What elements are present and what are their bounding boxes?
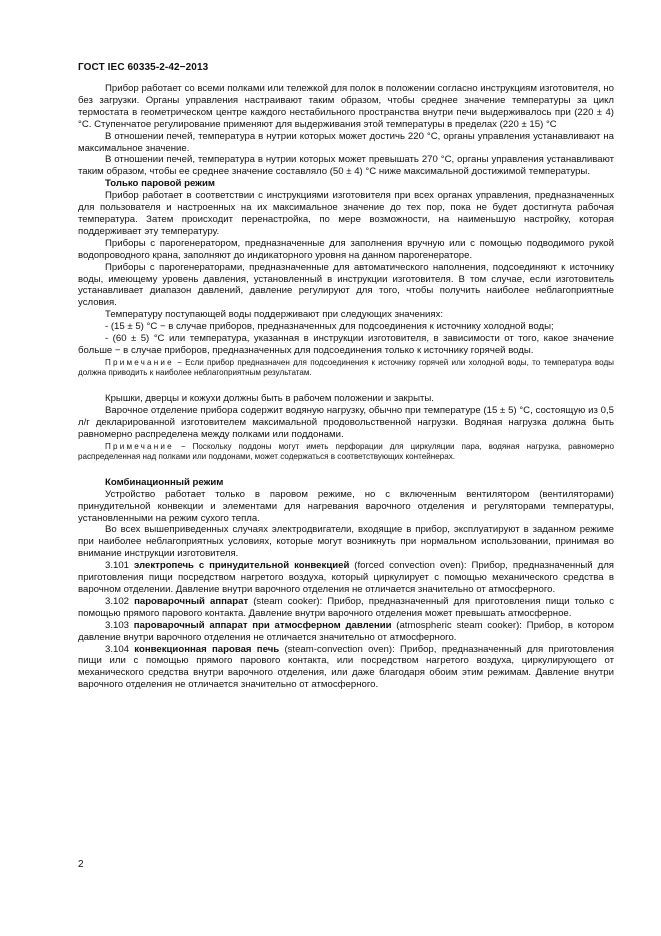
paragraph: Приборы с парогенераторами, предназначенные для автоматического наполнения, подсоединяют к источнику воды, имеющему уровень давления, установленный в инструкции изготовителя. В том случае, если изготовитель устанавливает диапазон давлений, давление регулируют для того, чтобы получить наиболее неблагоприятные условия. [78, 261, 614, 309]
definition-number: 3.101 [105, 560, 130, 572]
list-item: - (15 ± 5) °C − в случае приборов, предназначенных для подсоединения к источнику холодной воды; [105, 321, 554, 333]
page-number: 2 [78, 859, 84, 870]
definition-term: электропечь с принудительной конвекцией [133, 560, 350, 572]
definition-text: (forced convection oven): Прибор, предназначенный для приготовления пищи посредством нагретого воздуха, который циркулирует с помощью механического средства в варочном отделении. Давление внутри варочного отделения не отличается значительно от атмосферного. [78, 560, 614, 595]
note [78, 442, 614, 463]
definition-number: 3.102 [105, 595, 130, 607]
definition-term: конвекционная паровая печь [134, 643, 280, 655]
definition-text: (atmospheric steam cooker): Прибор, в котором давление внутри варочного отделения не отличается значительно от атмосферного. [78, 619, 614, 643]
definition-number: 3.104 [105, 643, 130, 655]
document-body [78, 83, 614, 691]
section-heading-combination-mode: Комбинационный режим [105, 476, 224, 488]
definition-term: пароварочный аппарат [134, 595, 249, 607]
note-text: − Если прибор предназначен для подсоединения к источнику горячей или холодной воды, то температура воды должна приводить к наиболее неблагоприятным результатам. [78, 357, 614, 378]
paragraph: Варочное отделение прибора содержит водяную нагрузку, обычно при температуре (15 ± 5) °C, состоящую из 0,5 л/г декларированной изготовителем максимальной продовольственной нагрузки. Водяная нагрузка должна быть равномерно распределена между полками или поддонами. [78, 404, 614, 440]
definition-3-104 [78, 644, 614, 692]
definition-text: (steam cooker): Прибор, предназначенный для приготовления пищи только с помощью прямого парового контакта. Давление внутри варочного отделения может превышать атмосферное. [78, 595, 614, 619]
definition-3-103 [78, 620, 614, 644]
paragraph: Прибор работает в соответствии с инструкциями изготовителя при всех органах управления, предназначенных для пользователя и настроенных на их максимальное значение до тех пор, пока не будет достигнута рабочая температура. Затем происходит перенастройка, по мере возможности, на наименьшую настройку, которая поддерживает эту температуру. [78, 190, 614, 237]
note-text: − Поскольку поддоны могут иметь перфорации для циркуляции пара, водяная нагрузка, равномерно распределенная над полками или поддонами, может содержаться в соответствующих контейнерах. [78, 441, 614, 462]
document-header: ГОСТ IEC 60335-2-42−2013 [78, 62, 209, 73]
definition-3-101 [78, 560, 614, 596]
definition-3-102 [78, 596, 614, 620]
note [78, 358, 614, 379]
paragraph: Прибор работает со всеми полками или тележкой для полок в положении согласно инструкциям изготовителя, но без загрузки. Органы управления настраивают таким образом, чтобы среднее значение температуры за цикл термостата в геометрическом центре каждого нестабильного пространства внутри печи выдерживалось при (220 ± 4) °C. Ступенчатое регулирование применяют для выдерживания этой температуры в пределах (220 ± 15) °C [78, 83, 614, 130]
paragraph: В отношении печей, температура в нутрии которых может достичь 220 °C, органы управления устанавливают на максимальное значение. [78, 130, 614, 154]
definition-number: 3.103 [105, 619, 130, 631]
note-label: Примечание [105, 441, 174, 451]
list-item: - (60 ± 5) °C или температура, указанная в инструкции изготовителя, в зависимости от того, какое значение больше − в случае приборов, предназначенных для подсоединения только к источнику горячей воды. [78, 333, 614, 356]
paragraph: Во всех вышеприведенных случаях электродвигатели, входящие в прибор, эксплуатируют в заданном режиме при наиболее неблагоприятных условиях, которые могут возникнуть при нормальном использовании, принимая во внимание инструкции изготовителя. [78, 524, 614, 560]
definition-term: пароварочный аппарат при атмосферном давлении [133, 619, 392, 631]
paragraph: В отношении печей, температура в нутрии которых может превышать 270 °C, органы управления устанавливают таким образом, чтобы ее среднее значение составляло (50 ± 4) °C ниже максимальной достижимой температуры. [78, 154, 614, 178]
paragraph: Крышки, дверцы и кожухи должны быть в рабочем положении и закрыты. [105, 393, 434, 405]
definition-text: (steam-convection oven): Прибор, предназначенный для приготовления пищи или с помощью прямого парового контакта, или посредством нагретого воздуха, циркулирующего от механического средства внутри варочного отделения, или даже благодаря обоим этим режимам. Давление внутри варочного отделения не отличается значительно от атмосферного. [78, 643, 614, 691]
paragraph: Устройство работает только в паровом режиме, но с включенным вентилятором (вентиляторами) принудительной конвекции и элементами для нагревания варочного отделения и регуляторами температуры, установленными на режим сухого тепла. [78, 488, 614, 524]
section-heading-steam-mode: Только паровой режим [105, 178, 215, 190]
paragraph: Температуру поступающей воды поддерживают при следующих значениях: [105, 309, 444, 321]
paragraph: Приборы с парогенератором, предназначенные для заполнения вручную или с помощью подводимого рукой водопроводного крана, заполняют до индикаторного уровня на данном парогенераторе. [78, 237, 614, 261]
note-label: Примечание [105, 357, 174, 367]
